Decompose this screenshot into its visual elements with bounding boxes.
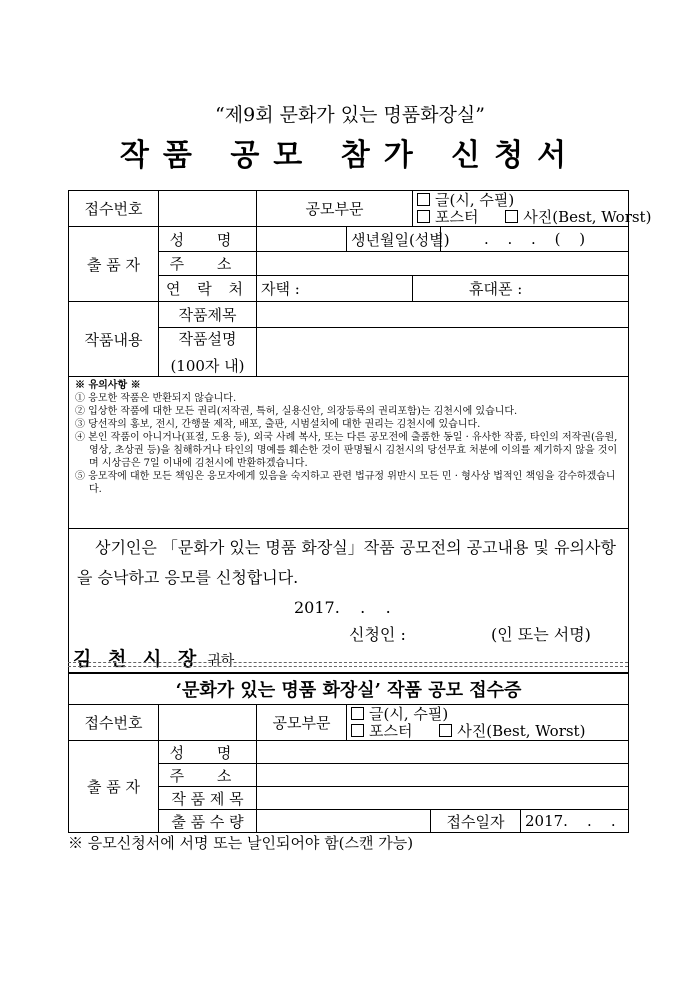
note-item: ④ 본인 작품이 아니거나(표절, 도용 등), 외국 사례 복사, 또는 다른 공모전에 출품한 동일 · 유사한 작품, 타인의 저작권(음원, 영상, 초상권 등)을 침해하거나 타인의 명예를 훼손한 것이 판명될시 김천시의 당선무효 처분에 이의를 제기하지 않을 것이며 시상금은 7일 이내에 김천시에 반환하겠습니다. [75,432,618,469]
category-photo-checkbox[interactable] [505,210,518,223]
work-title-field[interactable] [257,302,629,328]
addressee: 김 천 시 장 [73,648,202,670]
notes-section [69,377,629,529]
receipt-photo-checkbox[interactable] [439,724,452,737]
form-title: 작품 공모 참가 신청서 [119,138,581,173]
application-table [68,190,652,674]
receipt-work-title-label: 작 품 제 목 [159,787,257,810]
receipt-date-label: 접수일자 [431,810,521,833]
note-item: ③ 당선작의 홍보, 전시, 간행물 제작, 배포, 출판, 시범설치에 대한 권리는 김천시에 있습니다. [75,419,481,430]
receipt-entrant-label: 출 품 자 [69,741,159,833]
declaration-date[interactable]: 2017. . . [294,598,391,617]
receipt-quantity-label: 출 품 수 량 [159,810,257,833]
receipt-poem-checkbox[interactable] [351,707,364,720]
category-poster-label: 포스터 [435,207,479,226]
category-poster-checkbox[interactable] [417,210,430,223]
work-title-label: 작품제목 [159,302,257,328]
work-desc-limit: (100자 내) [170,357,245,375]
receipt-no-field[interactable] [159,191,257,227]
work-content-label: 작품내용 [69,302,159,377]
note-item: ② 입상한 작품에 대한 모든 권리(저작권, 특허, 실용신안, 의장등록의 권리포함)는 김천시에 있습니다. [75,406,518,417]
work-desc-field[interactable] [257,328,629,377]
receipt-name-field[interactable] [257,741,629,764]
cut-line-divider [68,662,628,667]
work-desc-label-cell [159,328,257,377]
receipt-poster-label: 포스터 [369,721,413,740]
addressee-line [69,647,628,673]
address-field[interactable] [257,252,629,276]
honorific: 귀하 [207,653,235,669]
receipt-category-options [347,705,629,741]
receipt-photo-label: 사진(Best, Worst) [457,721,586,740]
home-phone-label: 자택 : [257,276,413,302]
name-field[interactable] [257,227,347,252]
footnote: ※ 응모신청서에 서명 또는 날인되어야 함(스캔 가능) [68,834,414,852]
category-label: 공모부문 [257,191,413,227]
receipt-category-label: 공모부문 [257,705,347,741]
receipt-title: ‘문화가 있는 명품 화장실’ 작품 공모 접수증 [69,673,629,705]
category-options [413,190,652,227]
applicant-label: 신청인 : [349,625,406,644]
receipt-poem-label: 글(시, 수필) [369,704,449,723]
applicant-signature[interactable] [69,623,628,647]
declaration-section [69,529,629,674]
notes-title: ※ 유의사항 ※ [75,380,141,391]
birth-field[interactable]: . . . ( ) [441,227,629,252]
receipt-name-label: 성 명 [159,741,257,764]
category-poem-label: 글(시, 수필) [435,190,515,209]
contact-label: 연 락 처 [159,276,257,302]
entrant-label: 출 품 자 [69,227,159,302]
receipt-receipt-no-field[interactable] [159,705,257,741]
category-photo-label: 사진(Best, Worst) [523,207,652,226]
address-label: 주 소 [159,252,257,276]
receipt-address-label: 주 소 [159,764,257,787]
form-subtitle: “제9회 문화가 있는 명품화장실” [215,104,485,126]
receipt-address-field[interactable] [257,764,629,787]
receipt-no-label: 접수번호 [69,191,159,227]
note-item: ① 응모한 작품은 반환되지 않습니다. [75,393,237,404]
receipt-quantity-field[interactable] [257,810,431,833]
receipt-work-title-field[interactable] [257,787,629,810]
work-desc-label: 작품설명 [178,330,237,348]
declaration-text: 상기인은 「문화가 있는 명품 화장실」작품 공모전의 공고내용 및 유의사항을 승낙하고 응모를 신청합니다. [77,538,616,587]
receipt-poster-checkbox[interactable] [351,724,364,737]
receipt-table [68,672,629,833]
name-label: 성 명 [159,227,257,252]
birth-label: 생년월일(성별) [347,227,441,252]
mobile-label: 휴대폰 : [413,276,629,302]
category-poem-checkbox[interactable] [417,193,430,206]
receipt-receipt-no-label: 접수번호 [69,705,159,741]
note-item: ⑤ 응모작에 대한 모든 책임은 응모자에게 있음을 숙지하고 관련 법규정 위반시 모든 민 · 형사상 법적인 책임을 감수하겠습니다. [75,471,616,495]
receipt-date-field[interactable]: 2017. . . [521,810,629,833]
sign-hint: (인 또는 서명) [490,625,591,644]
